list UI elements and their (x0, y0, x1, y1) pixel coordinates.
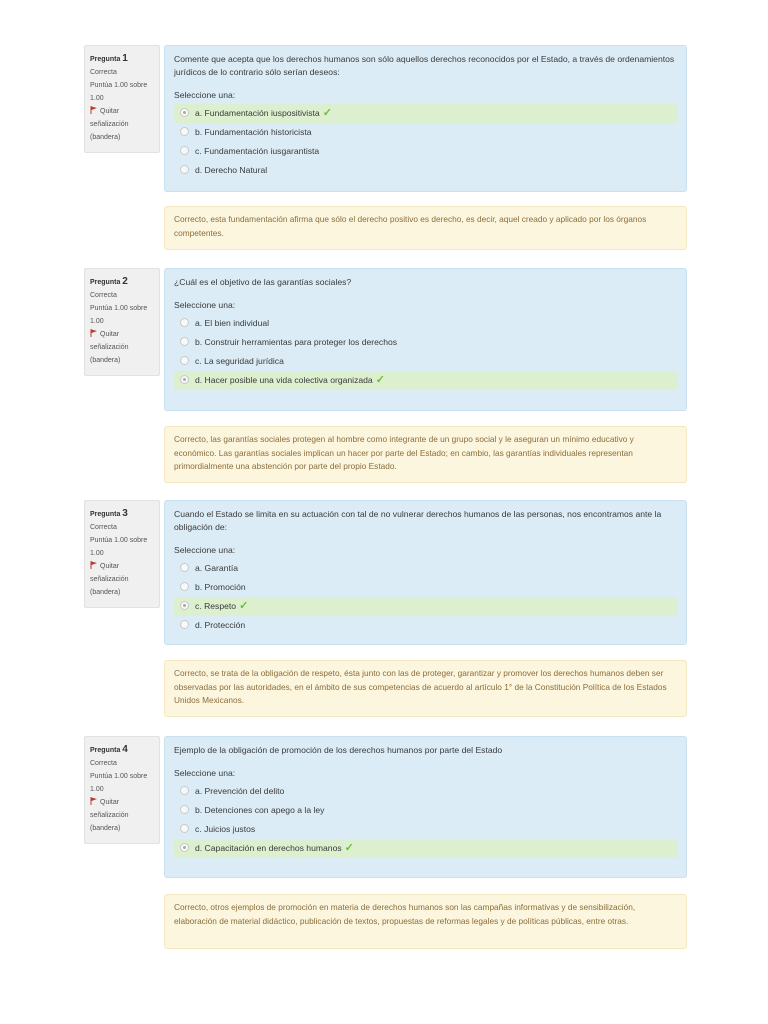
flag-icon (90, 561, 98, 569)
check-icon: ✓ (239, 600, 249, 612)
radio-button[interactable] (180, 337, 189, 346)
question-text: Cuando el Estado se limita en su actuación con tal de no vulnerar derechos humanos de las personas, nos encontramos ante la obligación de: (174, 509, 662, 532)
flag-toggle[interactable]: Quitar señalización (bandera) (90, 799, 129, 832)
radio-button[interactable] (180, 108, 189, 117)
answer-option-b[interactable]: b. Fundamentación historicista (174, 123, 677, 142)
question-info (84, 268, 160, 376)
select-prompt: Seleccione una: (174, 545, 236, 555)
question-state: Correcta (90, 292, 117, 299)
check-icon: ✓ (344, 842, 354, 854)
answer-option-c[interactable]: c. Respeto ✓ (174, 597, 677, 616)
question-grade: Puntúa 1.00 sobre 1.00 (90, 82, 148, 102)
answer-option-c[interactable]: c. Juicios justos (174, 820, 677, 839)
question-text: Ejemplo de la obligación de promoción de los derechos humanos por parte del Estado (174, 745, 503, 755)
feedback-box: Correcto, se trata de la obligación de respeto, ésta junto con las de proteger, garantizar y promover los derechos humanos deben ser observadas por las autoridades, en el ámbito de sus competencias de acuerdo al artículo 1° de la Constitución Política de los Estados Unidos Mexicanos. (164, 660, 687, 717)
radio-button[interactable] (180, 805, 189, 814)
answer-option-a[interactable]: a. Prevención del delito (174, 782, 677, 801)
check-icon: ✓ (322, 107, 332, 119)
flag-toggle[interactable]: Quitar señalización (bandera) (90, 331, 129, 364)
flag-icon (90, 329, 98, 337)
question-grade: Puntúa 1.00 sobre 1.00 (90, 537, 148, 557)
flag-icon (90, 797, 98, 805)
radio-button[interactable] (180, 582, 189, 591)
radio-button[interactable] (180, 824, 189, 833)
question-info (84, 45, 160, 153)
answer-option-b[interactable]: b. Construir herramientas para proteger los derechos (174, 333, 677, 352)
question-info (84, 736, 160, 844)
radio-button[interactable] (180, 375, 189, 384)
flag-toggle[interactable]: Quitar señalización (bandera) (90, 563, 129, 596)
radio-button[interactable] (180, 563, 189, 572)
question-formulation (164, 268, 687, 411)
question-text: Comente que acepta que los derechos humanos son sólo aquellos derechos reconocidos por el Estado, a través de ordenamientos jurídicos de lo contrario sólo serían deseos: (174, 54, 675, 77)
answer-option-a[interactable]: a. Fundamentación iuspositivista ✓ (174, 104, 677, 123)
feedback-box: Correcto, esta fundamentación afirma que sólo el derecho positivo es derecho, es decir, aquel creado y aplicado por los órganos competentes. (164, 206, 687, 250)
answer-option-d[interactable]: d. Protección (174, 616, 677, 635)
question-text: ¿Cuál es el objetivo de las garantías sociales? (174, 277, 352, 287)
answer-option-b[interactable]: b. Detenciones con apego a la ley (174, 801, 677, 820)
question-number: Pregunta 4 (90, 744, 128, 755)
question-number: Pregunta 3 (90, 508, 128, 519)
question-state: Correcta (90, 524, 117, 531)
radio-button[interactable] (180, 786, 189, 795)
radio-button[interactable] (180, 318, 189, 327)
answer-option-b[interactable]: b. Promoción (174, 578, 677, 597)
answer-option-d[interactable]: d. Derecho Natural (174, 161, 677, 180)
radio-button[interactable] (180, 146, 189, 155)
select-prompt: Seleccione una: (174, 300, 236, 310)
feedback-box: Correcto, otros ejemplos de promoción en materia de derechos humanos son las campañas informativas y de sensibilización, elaboración de material didáctico, publicación de textos, propuestas de reformas legales y de políticas públicas, entre otras. (164, 894, 687, 949)
flag-toggle[interactable]: Quitar señalización (bandera) (90, 108, 129, 141)
radio-button[interactable] (180, 127, 189, 136)
select-prompt: Seleccione una: (174, 768, 236, 778)
radio-button[interactable] (180, 843, 189, 852)
radio-button[interactable] (180, 620, 189, 629)
radio-button[interactable] (180, 165, 189, 174)
question-formulation (164, 736, 687, 878)
question-grade: Puntúa 1.00 sobre 1.00 (90, 305, 148, 325)
answer-option-c[interactable]: c. Fundamentación iusgarantista (174, 142, 677, 161)
answer-option-d[interactable]: d. Capacitación en derechos humanos ✓ (174, 839, 677, 858)
check-icon: ✓ (375, 374, 385, 386)
answer-option-d[interactable]: d. Hacer posible una vida colectiva organizada ✓ (174, 371, 677, 390)
question-formulation (164, 45, 687, 192)
answer-option-c[interactable]: c. La seguridad jurídica (174, 352, 677, 371)
question-info (84, 500, 160, 608)
flag-icon (90, 106, 98, 114)
select-prompt: Seleccione una: (174, 90, 236, 100)
question-number: Pregunta 2 (90, 276, 128, 287)
feedback-box: Correcto, las garantías sociales protegen al hombre como integrante de un grupo social y le aseguran un mínimo educativo y económico. Las garantías sociales implican un hacer por parte del Estado; en cambio, las garantías individuales representan primordialmente una abstención por parte del propio Estado. (164, 426, 687, 483)
question-state: Correcta (90, 760, 117, 767)
answer-option-a[interactable]: a. Garantía (174, 559, 677, 578)
answer-option-a[interactable]: a. El bien individual (174, 314, 677, 333)
question-formulation (164, 500, 687, 645)
radio-button[interactable] (180, 601, 189, 610)
radio-button[interactable] (180, 356, 189, 365)
question-number: Pregunta 1 (90, 53, 128, 64)
question-grade: Puntúa 1.00 sobre 1.00 (90, 773, 148, 793)
question-state: Correcta (90, 69, 117, 76)
